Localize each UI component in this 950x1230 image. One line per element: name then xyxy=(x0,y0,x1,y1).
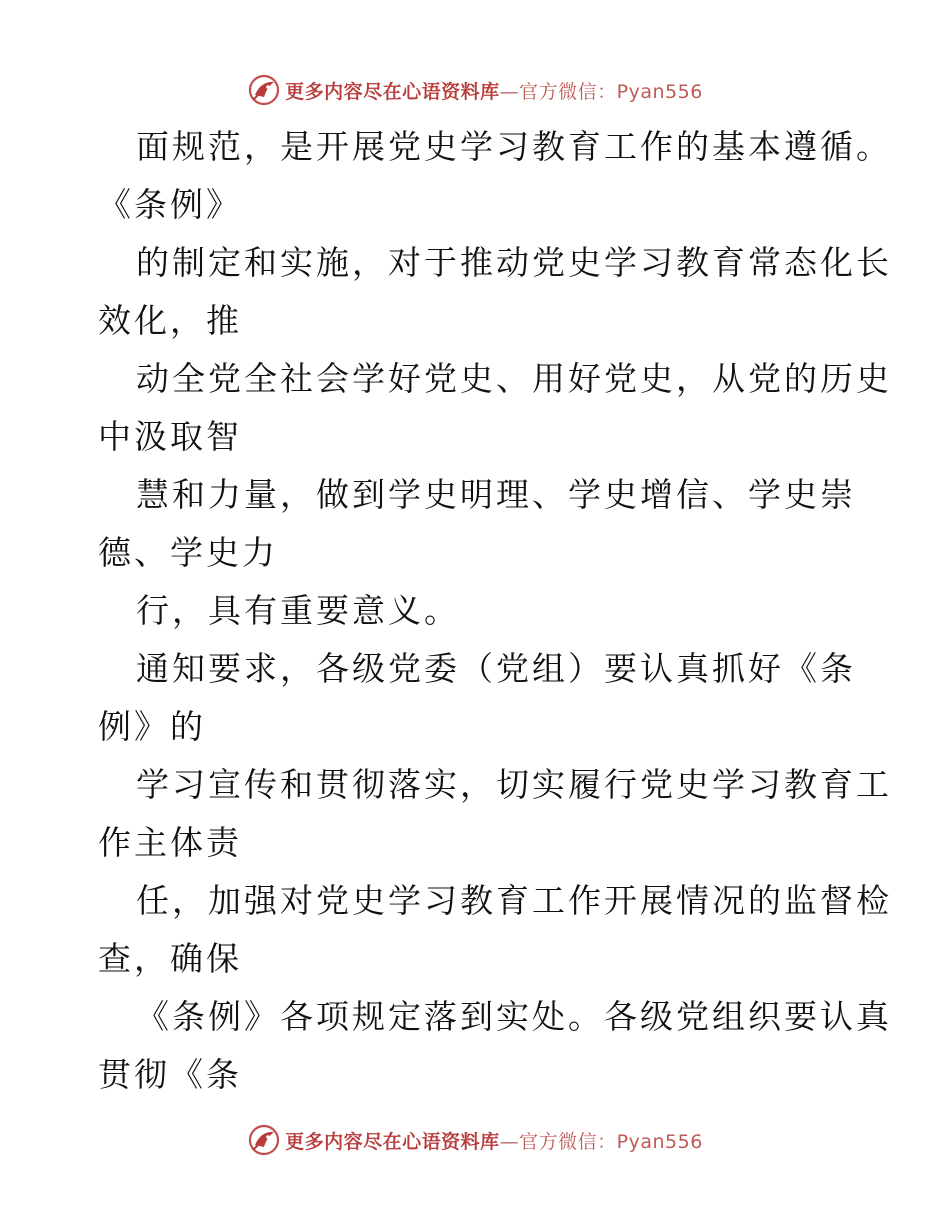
text-line: 的制定和实施，对于推动党史学习教育常态化长 xyxy=(136,243,892,282)
watermark-brand: 更多内容尽在心语资料库 xyxy=(285,80,500,103)
text-line: 中汲取智 xyxy=(98,417,242,456)
pen-nib-logo-icon xyxy=(247,1123,281,1157)
text-line: 《条例》各项规定落到实处。各级党组织要认真 xyxy=(136,997,892,1036)
text-line: 动全党全社会学好党史、用好党史，从党的历史 xyxy=(136,359,892,398)
text-line: 通知要求，各级党委（党组）要认真抓好《条 xyxy=(136,649,856,688)
watermark-contact: 官方微信：Pyan556 xyxy=(519,1130,703,1153)
header-watermark xyxy=(0,70,950,110)
text-line: 查，确保 xyxy=(98,939,242,978)
text-line: 行，具有重要意义。 xyxy=(136,591,460,630)
watermark-separator: — xyxy=(499,80,520,103)
text-line: 《条例》 xyxy=(98,185,242,224)
watermark-text xyxy=(285,77,703,104)
text-line: 德、学史力 xyxy=(98,533,278,572)
text-line: 面规范，是开展党史学习教育工作的基本遵循。 xyxy=(136,127,892,166)
watermark-contact: 官方微信：Pyan556 xyxy=(519,80,703,103)
watermark-separator: — xyxy=(499,1130,520,1153)
watermark-brand: 更多内容尽在心语资料库 xyxy=(285,1130,500,1153)
pen-nib-logo-icon xyxy=(247,73,281,107)
text-line: 贯彻《条 xyxy=(98,1055,242,1094)
document-body xyxy=(98,118,892,1104)
text-line: 作主体责 xyxy=(98,823,242,862)
text-line: 学习宣传和贯彻落实，切实履行党史学习教育工 xyxy=(136,765,892,804)
text-line: 慧和力量，做到学史明理、学史增信、学史崇 xyxy=(136,475,856,514)
footer-watermark xyxy=(0,1120,950,1160)
text-line: 任，加强对党史学习教育工作开展情况的监督检 xyxy=(136,881,892,920)
text-line: 效化，推 xyxy=(98,301,242,340)
watermark-text xyxy=(285,1127,703,1154)
text-line: 例》的 xyxy=(98,707,206,746)
